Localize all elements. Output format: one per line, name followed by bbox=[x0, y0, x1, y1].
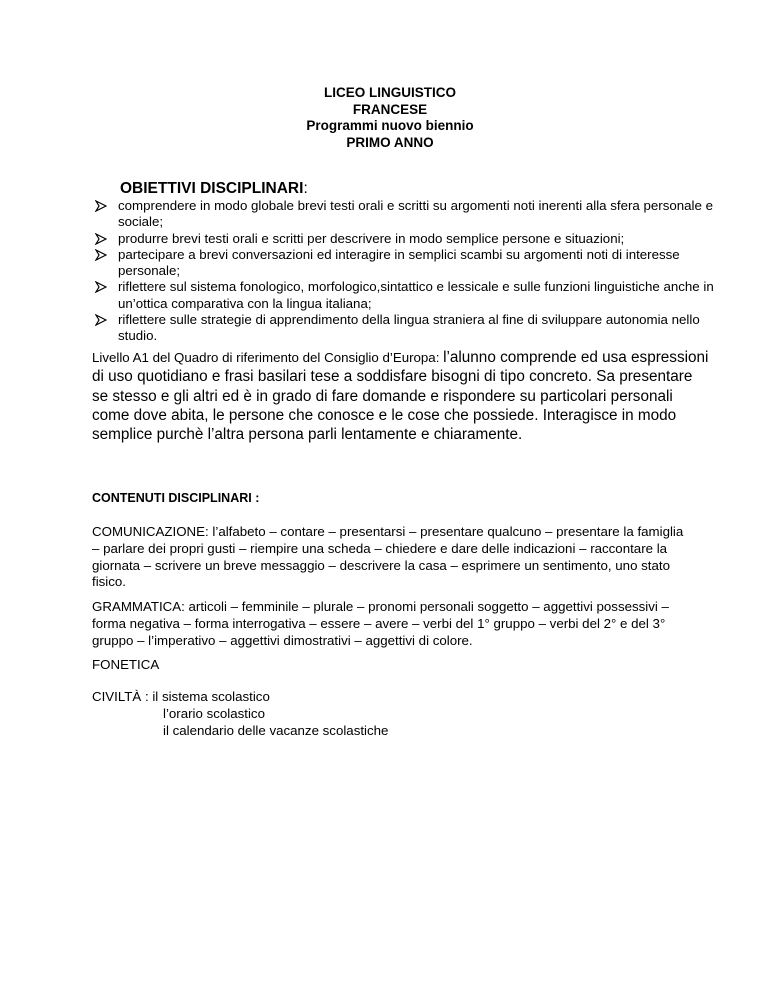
fonetica-paragraph: FONETICA bbox=[92, 657, 160, 672]
subject-name: FRANCESE bbox=[352, 101, 428, 117]
livello-paragraph bbox=[92, 348, 712, 444]
livello-intro: Livello A1 del Quadro di riferimento del Consiglio d’Europa: bbox=[92, 350, 444, 365]
civilta-first-line bbox=[92, 689, 692, 706]
civilta-item: il sistema scolastico bbox=[152, 689, 270, 704]
livello-text: l’alunno comprende ed usa espressioni di uso quotidiano e frasi basilari tese a soddisfare bisogni di tipo concreto. Sa presentare se stesso e gli altri ed è in grado di fare domande e rispondere su particolari personali come dove abita, le persone che conosce e le cose che possiede. Interagisce in modo semplice purchè l’altra persona parli lentamente e chiaramente. bbox=[92, 349, 709, 444]
civilta-label: CIVILTÀ : bbox=[92, 689, 153, 704]
list-item bbox=[96, 198, 716, 231]
list-item bbox=[96, 231, 716, 247]
document-header bbox=[0, 85, 768, 151]
obiettivo-text: riflettere sul sistema fonologico, morfologico,sintattico e lessicale e sulle funzioni linguistiche anche in un’ottica comparativa con la lingua italiana; bbox=[118, 279, 714, 311]
obiettivi-title: OBIETTIVI DISCIPLINARI bbox=[120, 180, 304, 197]
arrowhead-bullet-icon bbox=[95, 279, 109, 295]
program-name: Programmi nuovo biennio bbox=[306, 118, 474, 133]
obiettivi-title-colon: : bbox=[303, 180, 308, 197]
civilta-item: l’orario scolastico bbox=[163, 705, 265, 721]
list-item bbox=[96, 279, 716, 312]
obiettivo-text: riflettere sulle strategie di apprendimento della lingua straniera al fine di sviluppare autonomia nello studio. bbox=[118, 312, 700, 344]
comunicazione-paragraph: COMUNICAZIONE: l’alfabeto – contare – presentarsi – presentare qualcuno – presentare la famiglia – parlare dei propri gusti – riempire una scheda – chiedere e dare delle indicazioni – raccontare la giornata – scrivere un breve messaggio – descrivere la casa – esprimere un sentimento, uno stato fisico. bbox=[92, 524, 684, 590]
obiettivi-list bbox=[96, 198, 716, 345]
arrowhead-bullet-icon bbox=[95, 247, 109, 263]
obiettivo-text: partecipare a brevi conversazioni ed interagire in semplici scambi su argomenti noti di interesse personale; bbox=[118, 246, 680, 279]
obiettivo-text: produrre brevi testi orali e scritti per descrivere in modo semplice persone e situazioni; bbox=[118, 230, 625, 246]
arrowhead-bullet-icon bbox=[95, 312, 109, 328]
grammatica-paragraph: GRAMMATICA: articoli – femminile – plurale – pronomi personali soggetto – aggettivi possessivi – forma negativa – forma interrogativa – essere – avere – verbi del 1° gruppo – verbi del 2° e del 3° gruppo – l’imperativo – aggettivi dimostrativi – aggettivi di colore. bbox=[92, 599, 669, 648]
contenuti-heading: CONTENUTI DISCIPLINARI : bbox=[92, 491, 260, 505]
list-item bbox=[96, 247, 716, 280]
list-item bbox=[96, 312, 716, 345]
obiettivo-text: comprendere in modo globale brevi testi orali e scritti su argomenti noti inerenti alla sfera personale e sociale; bbox=[118, 198, 713, 230]
arrowhead-bullet-icon bbox=[95, 198, 109, 214]
civilta-item: il calendario delle vacanze scolastiche bbox=[163, 722, 389, 738]
obiettivi-heading bbox=[120, 180, 308, 198]
school-name: LICEO LINGUISTICO bbox=[323, 85, 456, 100]
arrowhead-bullet-icon bbox=[95, 231, 109, 247]
year-name: PRIMO ANNO bbox=[346, 134, 434, 150]
civilta-section bbox=[92, 689, 692, 739]
